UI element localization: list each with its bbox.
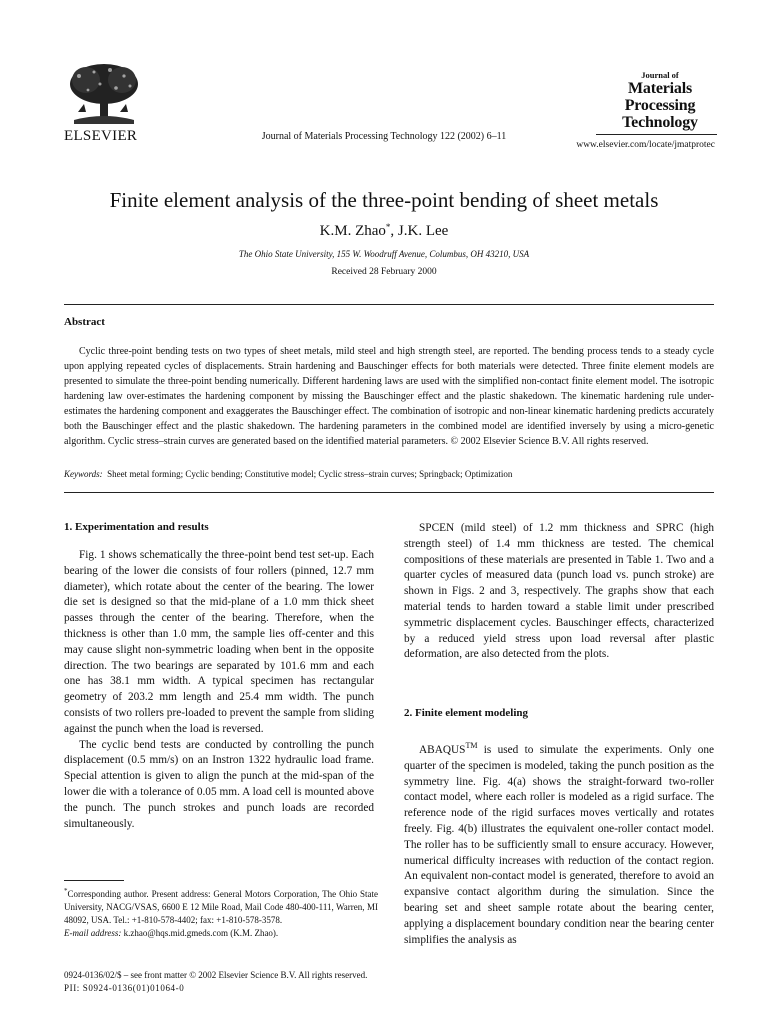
author-footnote-mark[interactable]: * — [385, 222, 391, 232]
trademark-mark: TM — [465, 741, 478, 750]
email-address[interactable]: k.zhao@hqs.mid.gmeds.com (K.M. Zhao). — [123, 928, 279, 938]
footnote-text: Corresponding author. Present address: General Motors Corporation, The Ohio State University, NACG/VSAS, 6600 E 12 Mile Road, Mail Code 480-400-111, Warren, MI 48092, USA. Tel.: +1-810-578-4402; fax: +1-810-578-3578. — [64, 889, 378, 925]
author-list — [0, 222, 768, 240]
elsevier-tree-logo — [64, 62, 144, 126]
paragraph: SPCEN (mild steel) of 1.2 mm thickness and SPRC (high strength steel) of 1.4 mm thickness are tested. The chemical compositions of these materials are presented in Table 1. Two and a quarter cycles of measured data (punch load vs. punch stroke) are shown in Figs. 2 and 3, respectively. The graphs show that each material tends to harden toward a stable limit under prescribed symmetric displacement cycles. Bauschinger effects, characterized by a reduced yield stress upon load reversal after plastic deformation, are also detected from the plots. — [404, 522, 714, 661]
email-label: E-mail address: — [64, 928, 122, 938]
journal-logo-word: Technology — [622, 114, 698, 131]
journal-logo-word: Materials — [628, 80, 692, 97]
left-column — [64, 548, 374, 832]
paragraph — [404, 738, 714, 948]
journal-logo — [605, 70, 715, 131]
abstract-bottom-rule — [64, 492, 714, 493]
abstract-heading: Abstract — [64, 316, 105, 328]
paragraph: Fig. 1 shows schematically the three-point bend test set-up. Each bearing of the lower die consists of four rollers (pinned, 12.7 mm diameter), which rotate about the center of the bearing. The lower die set is designed so that the mid-plane of a 1.0 mm thick sheet passes through the center of the bearing. Therefore, when the thickness is other than 1.0 mm, the sample lies off-center and this may cause slight non-symmetric loading when bent in the opposite direction. The two bearings are separated by 101.6 mm and each one has 38.1 mm width. A typical specimen has rectangular geometry of 203.2 mm length and 25.4 mm width. The punch consists of two rollers pre-loaded to prevent the sample from sliding against the punch when the load is reversed. — [64, 549, 374, 735]
footnote-rule — [64, 880, 124, 881]
footnote-mark: * — [64, 887, 68, 895]
right-column-bottom — [404, 738, 714, 948]
front-matter-line: 0924-0136/02/$ – see front matter © 2002 Elsevier Science B.V. All rights reserved. — [64, 970, 368, 980]
journal-logo-of: Journal of — [641, 70, 679, 80]
right-column-top — [404, 521, 714, 663]
author-name: K.M. Zhao — [319, 223, 386, 239]
section-heading: 2. Finite element modeling — [404, 707, 529, 719]
keywords-list: Sheet metal forming; Cyclic bending; Constitutive model; Cyclic stress–strain curves; Springback; Optimization — [107, 469, 513, 479]
article-title: Finite element analysis of the three-point bending of sheet metals — [109, 188, 659, 212]
author-name: , J.K. Lee — [390, 223, 449, 239]
affiliation: The Ohio State University, 155 W. Woodruff Avenue, Columbus, OH 43210, USA — [238, 249, 530, 259]
journal-logo-word: Processing — [624, 97, 696, 114]
paragraph: The cyclic bend tests are conducted by controlling the punch displacement (0.5 mm/s) on an Instron 1322 hydraulic load frame. Special attention is given to align the punch at the mid-span of the lower die with a tolerance of 0.05 mm. A load cell is mounted above the punch. The punch strokes and punch loads are recorded simultaneously. — [64, 738, 374, 830]
pii-line: PII: S0924-0136(01)01064-0 — [64, 983, 185, 993]
publisher-name: ELSEVIER — [64, 128, 138, 144]
abstract-top-rule — [64, 304, 714, 305]
section-heading: 1. Experimentation and results — [64, 521, 209, 533]
footnote — [64, 885, 378, 940]
logo-divider — [596, 134, 717, 135]
keywords — [64, 469, 714, 479]
journal-citation: Journal of Materials Processing Technology 122 (2002) 6–11 — [261, 131, 507, 142]
software-name: ABAQUS — [419, 744, 466, 756]
abstract-body: Cyclic three-point bending tests on two types of sheet metals, mild steel and high strength steel, are reported. The bending process tends to a steady cycle upon applying repeated cycles of displacements. Strain hardening and Bauschinger effects for both materials were detected. Three finite element models are presented to simulate the three-point bending numerically. Different hardening laws are used with the simplified non-contact finite element model. The isotropic hardening law over-estimates the hardening component by missing the Bauschinger effect and the plastic shakedown. The kinematic hardening rule under-estimates the hardening component and exaggerates the Bauschinger effect. The combination of isotropic and non-linear kinematic hardening predicts accurately both the Bauschinger effect and the plastic shakedown. The hardening parameters in the combined model are identified inversely by using a micro-genetic algorithm. Cyclic stress–strain curves are generated based on the identified material parameters. © 2002 Elsevier Science B.V. All rights reserved. — [64, 346, 714, 447]
keywords-label: Keywords: — [64, 469, 103, 479]
received-date: Received 28 February 2000 — [331, 267, 437, 277]
journal-url[interactable]: www.elsevier.com/locate/jmatprotec — [576, 140, 715, 150]
paragraph-text: is used to simulate the experiments. Only one quarter of the specimen is modeled, taking the punch position as the symmetry line. Fig. 4(a) shows the straight-forward two-roller contact model, where each roller is modeled as a rigid surface. The reference node of the rigid surfaces moves vertically and rotates freely. Fig. 4(b) illustrates the equivalent one-roller contact model. The roller has to be sufficiently small to ensure accuracy. However, numerical difficulty increases with reduction of the contact region. An equivalent non-contact model is generated, therefore to avoid an expansive contact algorithm during the simulation. Since the bearing set and sheet sample rotate about the bearing center, applying a displacement boundary condition near the bearing center simplifies the analysis as — [404, 744, 714, 946]
